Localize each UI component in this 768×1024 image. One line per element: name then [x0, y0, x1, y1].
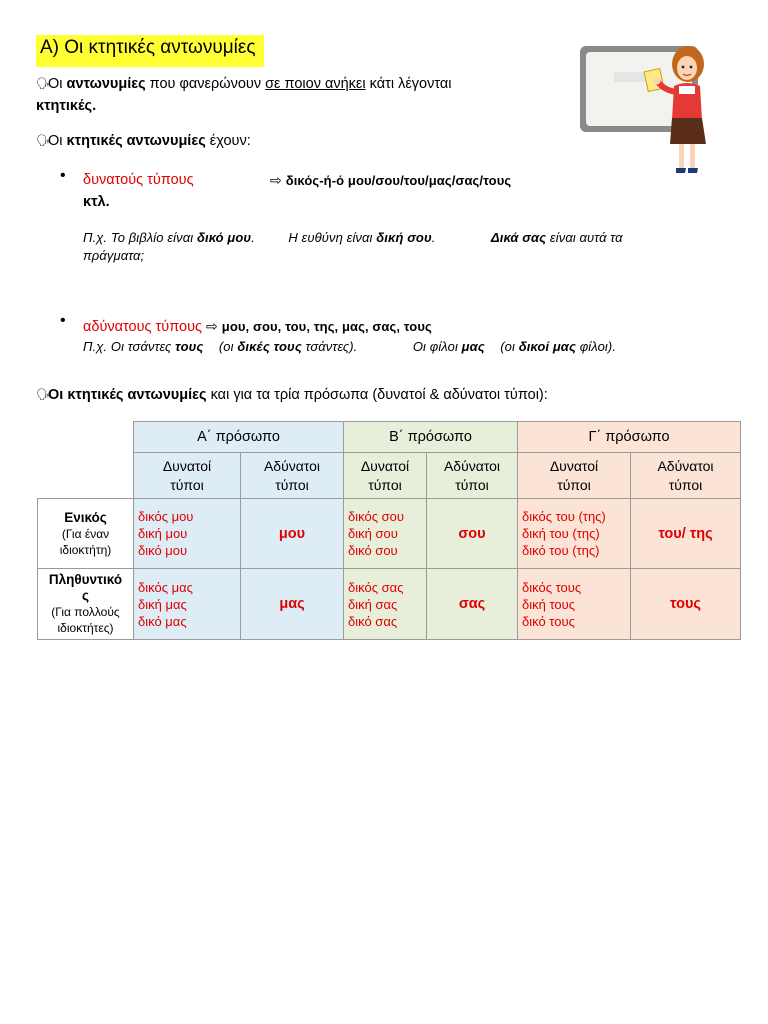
- text: και για τα τρία πρόσωπα (δυνατοί & αδύνατοι τύποι):: [206, 387, 548, 403]
- weak-form-cell: σας: [427, 569, 518, 640]
- empty-cell: [38, 422, 134, 499]
- table-row-plural: [38, 569, 741, 640]
- text: Π.χ. Οι τσάντες: [83, 339, 176, 354]
- text: (οι: [500, 339, 519, 354]
- speaking-head-icon: 🗣: [36, 78, 50, 90]
- pronoun-table: [37, 421, 741, 640]
- bold-text: δικό μου: [196, 230, 252, 245]
- strong-forms-cell: δικός σου δική σου δικό σου: [344, 499, 427, 569]
- weak-form-cell: μου: [241, 499, 344, 569]
- row-label-text: ς: [81, 588, 90, 603]
- row-note: (Για πολλούς: [51, 605, 120, 619]
- text: τύποι: [668, 476, 703, 493]
- bold-text: κτητικές αντωνυμίες: [67, 387, 207, 403]
- header-person-b: Β΄ πρόσωπο: [344, 422, 518, 453]
- text: Οι φίλοι: [412, 339, 462, 354]
- strong-forms-cont: κτλ.: [83, 194, 110, 210]
- subheader-weak: [241, 453, 344, 499]
- strong-forms-text: δικός-ή-ό μου/σου/του/μας/σας/τους: [285, 173, 512, 188]
- strong-forms-cell: δικός μου δική μου δικό μου: [134, 499, 241, 569]
- text: Αδύνατοι: [657, 457, 714, 474]
- weak-form-cell: του/ της: [631, 499, 741, 569]
- text: έχουν:: [205, 133, 251, 149]
- text: Η ευθύνη είναι: [288, 230, 377, 245]
- bold-text: αντωνυμίες: [66, 76, 146, 92]
- text: φίλοι).: [575, 339, 617, 354]
- bold-text: Δικά σας: [490, 230, 547, 245]
- row-note: (Για έναν: [61, 526, 110, 541]
- text: (οι: [218, 339, 238, 354]
- bold-text: Οι: [48, 387, 68, 403]
- bold-text: μας: [461, 339, 485, 354]
- table-header-row: [38, 422, 741, 453]
- bold-text: κτητικές: [36, 98, 93, 114]
- header-person-a: Α΄ πρόσωπο: [134, 422, 344, 453]
- intro-paragraph-1-cont: [36, 96, 96, 116]
- table-intro: [36, 385, 736, 405]
- subheader-strong: [518, 453, 631, 499]
- text: .: [251, 230, 255, 245]
- bold-text: δική σου: [376, 230, 432, 245]
- subheader-strong: [344, 453, 427, 499]
- header-person-c: Γ΄ πρόσωπο: [518, 422, 741, 453]
- text: είναι αυτά τα: [546, 230, 623, 245]
- weak-forms-text: μου, σου, του, της, μας, σας, τους: [221, 319, 432, 334]
- bullet-dot: •: [60, 312, 66, 329]
- row-label-text: Πληθυντικό: [48, 572, 123, 587]
- text: τύποι: [455, 476, 489, 493]
- bold-text: δικοί μας: [518, 339, 576, 354]
- row-note: ιδιοκτήτες): [57, 621, 114, 635]
- strong-forms-cell: δικός μας δική μας δικό μας: [134, 569, 241, 640]
- text: Οι: [48, 76, 67, 92]
- strong-forms-cell: δικός σας δική σας δικό σας: [344, 569, 427, 640]
- bold-text: δικές τους: [237, 339, 302, 354]
- bold-text: τους: [175, 339, 204, 354]
- text: Αδύνατοι: [443, 457, 501, 474]
- strong-forms-examples: [83, 229, 708, 265]
- table-subheader-row: [38, 453, 741, 499]
- text: Δυνατοί: [549, 457, 599, 474]
- weak-form-cell: σου: [427, 499, 518, 569]
- row-label-plural: [38, 569, 134, 640]
- strong-forms-term: δυνατούς τύπους: [83, 172, 194, 188]
- strong-forms-cell: δικός τους δική τους δικό τους: [518, 569, 631, 640]
- weak-forms-line: [83, 316, 432, 337]
- text: τσάντες).: [301, 339, 358, 354]
- weak-forms-term: αδύνατους τύπους: [83, 319, 202, 335]
- speaking-head-icon: 🗣: [36, 389, 50, 401]
- weak-forms-examples: [83, 339, 723, 354]
- subheader-weak: [427, 453, 518, 499]
- outline-arrow-right-icon: ⇨: [206, 318, 218, 334]
- text: Δυνατοί: [162, 457, 212, 474]
- strong-forms-cell: δικός του (της) δική του (της) δικό του (της): [518, 499, 631, 569]
- text: τύποι: [368, 476, 402, 493]
- text: τύποι: [557, 476, 591, 493]
- text: που φανερώνουν: [145, 76, 266, 92]
- speaking-head-icon: 🗣: [36, 135, 50, 147]
- table-row-singular: [38, 499, 741, 569]
- text: Αδύνατοι: [263, 457, 321, 474]
- text: τύποι: [275, 476, 309, 493]
- intro-paragraph-2: [36, 131, 251, 151]
- intro-paragraph-1: [36, 74, 576, 94]
- strong-forms-list: [270, 170, 511, 191]
- bullet-dot: •: [60, 167, 66, 184]
- outline-arrow-right-icon: ⇨: [270, 172, 282, 188]
- row-label-singular: [38, 499, 134, 569]
- subheader-weak: [631, 453, 741, 499]
- text: Δυνατοί: [360, 457, 410, 474]
- text: πράγματα;: [83, 248, 145, 263]
- bold-text: κτητικές αντωνυμίες: [66, 133, 206, 149]
- text: κάτι λέγονται: [365, 76, 452, 92]
- weak-form-cell: μας: [241, 569, 344, 640]
- weak-form-cell: τους: [631, 569, 741, 640]
- row-note: ιδιοκτήτη): [59, 542, 112, 557]
- row-label-text: Ενικός: [64, 509, 107, 525]
- text: Οι: [48, 133, 67, 149]
- teacher-at-board-icon: [576, 40, 728, 180]
- text: .: [92, 98, 97, 114]
- text: Π.χ. Το βιβλίο είναι: [83, 230, 197, 245]
- page-title: Α) Οι κτητικές αντωνυμίες: [36, 35, 264, 67]
- underlined-text: σε ποιον ανήκει: [265, 76, 366, 92]
- subheader-strong: [134, 453, 241, 499]
- text: .: [431, 230, 436, 245]
- strong-forms-label: [83, 170, 194, 190]
- text: τύποι: [170, 476, 204, 493]
